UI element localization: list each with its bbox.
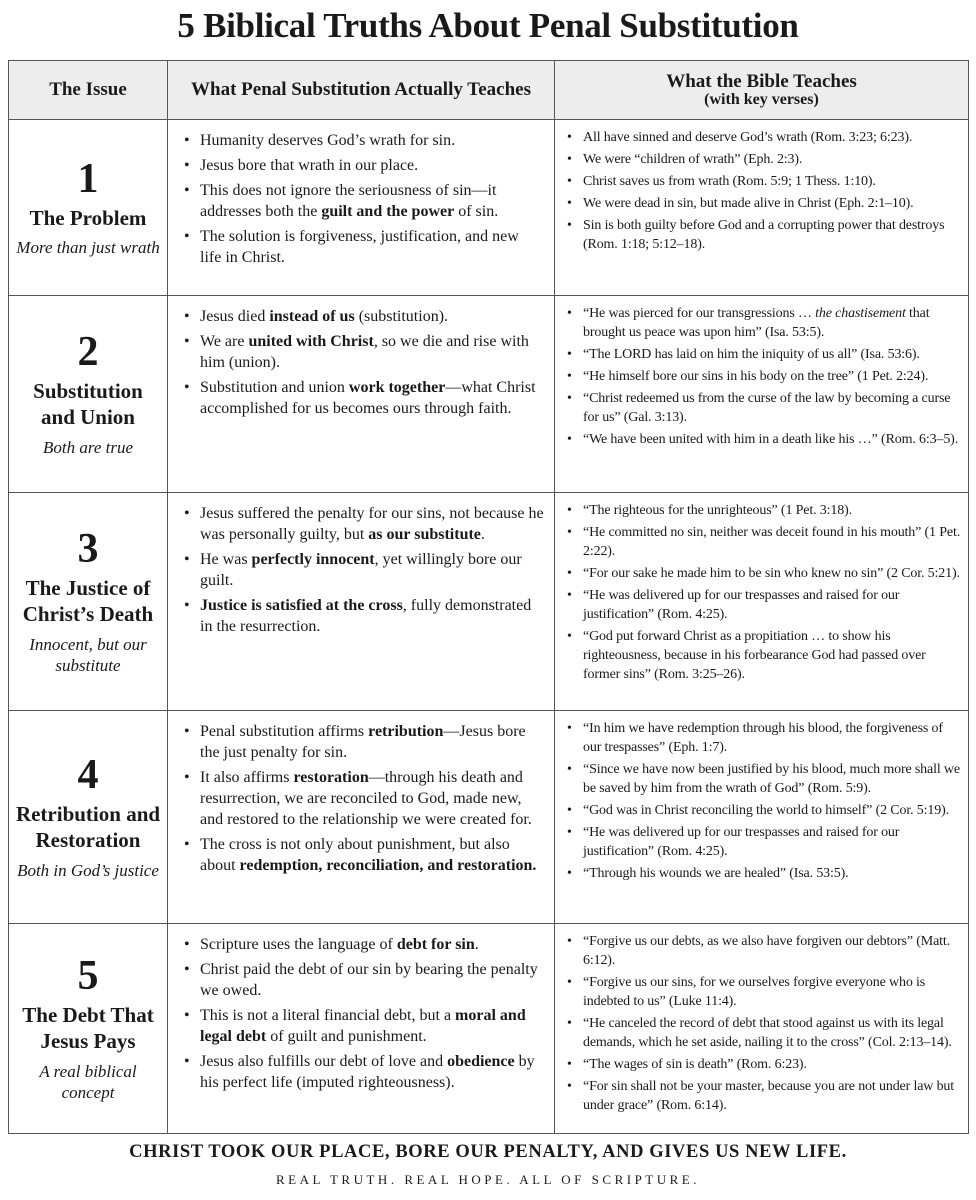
verse-item: • Sin is both guilty before God and a corrupting power that destroys (Rom. 1:18; 5:12–18). — [567, 218, 945, 252]
verse-item: • “Christ redeemed us from the curse of the law by becoming a curse for us” (Gal. 3:13). — [567, 391, 951, 425]
bullet-icon: • — [184, 551, 190, 568]
bullet-icon: • — [184, 333, 190, 350]
bullet-icon: • — [567, 866, 572, 881]
verse-list — [565, 501, 962, 684]
verse-item: • “He was delivered up for our trespasses and raised for our justification” (Rom. 4:25). — [567, 588, 900, 622]
verse-list — [565, 932, 962, 1115]
issue-number: 3 — [77, 525, 99, 572]
verse-item: • “The wages of sin is death” (Rom. 6:23). — [567, 1057, 807, 1072]
verse-list — [565, 128, 962, 254]
bullet-icon: • — [184, 936, 190, 953]
verse-item: • “He was delivered up for our trespasses and raised for our justification” (Rom. 4:25). — [567, 825, 900, 859]
issue-name: Retribution and Restoration — [15, 802, 161, 853]
teaching-item: • Penal substitution affirms retribution—Jesus bore the just penalty for sin. — [184, 723, 526, 761]
bullet-icon: • — [567, 566, 572, 581]
header-bible-subtitle: (with key verses) — [704, 91, 819, 108]
issue-cell — [9, 296, 168, 493]
bullet-icon: • — [567, 525, 572, 540]
bullet-icon: • — [567, 130, 572, 145]
verse-item: • “In him we have redemption through his blood, the forgiveness of our trespasses” (Eph. 1:7). — [567, 721, 943, 755]
teaching-item: • He was perfectly innocent, yet willingly bore our guilt. — [184, 551, 522, 589]
verse-item: • All have sinned and deserve God’s wrath (Rom. 3:23; 6:23). — [567, 130, 913, 145]
teaching-item: • This does not ignore the seriousness of sin—it addresses both the guilt and the power of sin. — [184, 182, 499, 220]
verse-item: • “He committed no sin, neither was deceit found in his mouth” (1 Pet. 2:22). — [567, 525, 961, 559]
verse-item: • “He himself bore our sins in his body on the tree” (1 Pet. 2:24). — [567, 369, 929, 384]
penal-substitution-cell — [168, 711, 555, 924]
bullet-icon: • — [184, 597, 190, 614]
penal-substitution-cell — [168, 120, 555, 296]
teaching-list — [182, 306, 544, 419]
header-bible — [555, 61, 969, 120]
verse-item: • “God put forward Christ as a propitiation … to show his righteousness, because in his forbearance God had passed over former sins” (Rom. 3:25–26). — [567, 629, 926, 682]
teaching-item: • Christ paid the debt of our sin by bearing the penalty we owed. — [184, 961, 538, 999]
verse-item: • “For sin shall not be your master, because you are not under law but under grace” (Rom. 6:14). — [567, 1079, 955, 1113]
penal-substitution-cell — [168, 296, 555, 493]
issue-tagline: Both in God’s justice — [17, 860, 159, 880]
bullet-icon: • — [567, 975, 572, 990]
teaching-item: • Justice is satisfied at the cross, fully demonstrated in the resurrection. — [184, 597, 532, 635]
header-bible-title: What the Bible Teaches — [666, 71, 857, 92]
issue-name: Substitution and Union — [33, 379, 143, 430]
bible-cell — [555, 924, 969, 1134]
verse-item: • Christ saves us from wrath (Rom. 5:9; 1 Thess. 1:10). — [567, 174, 876, 189]
teaching-item: • Humanity deserves God’s wrath for sin. — [184, 132, 456, 149]
bullet-icon: • — [567, 432, 572, 447]
verse-item: • “Through his wounds we are healed” (Isa. 53:5). — [567, 866, 849, 881]
verse-item: • “The righteous for the unrighteous” (1 Pet. 3:18). — [567, 503, 852, 518]
bible-cell — [555, 711, 969, 924]
issue-tagline: Both are true — [42, 437, 134, 457]
penal-substitution-cell — [168, 924, 555, 1134]
bullet-icon: • — [567, 218, 572, 233]
teaching-item: • This is not a literal financial debt, but a moral and legal debt of guilt and punishment. — [184, 1007, 526, 1045]
bible-cell — [555, 296, 969, 493]
verse-item: • “Forgive us our debts, as we also have forgiven our debtors” (Matt. 6:12). — [567, 934, 950, 968]
verse-item: • “He was pierced for our transgressions … the chastisement that brought us peace was upon him” (Isa. 53:5). — [567, 306, 930, 340]
bullet-icon: • — [567, 588, 572, 603]
bullet-icon: • — [567, 721, 572, 736]
bullet-icon: • — [567, 1016, 572, 1031]
footer-subtagline: REAL TRUTH. REAL HOPE. ALL OF SCRIPTURE. — [276, 1172, 700, 1187]
bullet-icon: • — [184, 1053, 190, 1070]
bullet-icon: • — [184, 505, 190, 522]
bullet-icon: • — [567, 934, 572, 949]
bullet-icon: • — [567, 391, 572, 406]
teaching-item: • Scripture uses the language of debt for sin. — [184, 936, 479, 953]
penal-substitution-cell — [168, 493, 555, 711]
bullet-icon: • — [184, 308, 190, 325]
page-title: 5 Biblical Truths About Penal Substitution — [177, 6, 799, 45]
teaching-item: • Jesus suffered the penalty for our sins, not because he was personally guilty, but as our substitute. — [184, 505, 544, 543]
bullet-icon: • — [567, 825, 572, 840]
header-issue: The Issue — [9, 61, 168, 120]
bible-cell — [555, 120, 969, 296]
issue-number: 2 — [77, 329, 99, 376]
bullet-icon: • — [567, 306, 572, 321]
issue-name: The Justice of Christ’s Death — [22, 576, 154, 627]
verse-item: • “For our sake he made him to be sin who knew no sin” (2 Cor. 5:21). — [567, 566, 960, 581]
bullet-icon: • — [184, 228, 190, 245]
teaching-item: • We are united with Christ, so we die and rise with him (union). — [184, 333, 529, 371]
bullet-icon: • — [567, 1079, 572, 1094]
bullet-icon: • — [567, 629, 572, 644]
issue-tagline: Innocent, but our substitute — [29, 634, 147, 675]
verse-list — [565, 304, 962, 449]
issue-tagline: A real biblical concept — [39, 1061, 137, 1102]
bullet-icon: • — [567, 1057, 572, 1072]
header-row — [9, 61, 969, 120]
verse-list — [565, 719, 962, 883]
footer-tagline: CHRIST TOOK OUR PLACE, BORE OUR PENALTY, AND GIVES US NEW LIFE. — [129, 1142, 847, 1162]
teaching-item: • Jesus died instead of us (substitution). — [184, 308, 449, 325]
issue-number: 4 — [77, 752, 99, 799]
header-penal-substitution: What Penal Substitution Actually Teaches — [168, 61, 555, 120]
teaching-item: • The solution is forgiveness, justification, and new life in Christ. — [184, 228, 519, 266]
verse-item: • We were dead in sin, but made alive in Christ (Eph. 2:1–10). — [567, 196, 914, 211]
teaching-list — [182, 721, 544, 876]
bullet-icon: • — [184, 961, 190, 978]
table-row — [9, 711, 969, 924]
teaching-list — [182, 130, 544, 268]
issue-number: 1 — [77, 155, 99, 202]
bullet-icon: • — [184, 157, 190, 174]
issue-number: 5 — [77, 952, 99, 999]
verse-item: • “God was in Christ reconciling the world to himself” (2 Cor. 5:19). — [567, 803, 949, 818]
verse-item: • “Since we have now been justified by his blood, much more shall we be saved by him from the wrath of God” (Rom. 5:9). — [567, 762, 960, 796]
table-row — [9, 924, 969, 1134]
teaching-list — [182, 934, 544, 1093]
teaching-item: • Jesus bore that wrath in our place. — [184, 157, 419, 174]
table-row — [9, 493, 969, 711]
teaching-item: • It also affirms restoration—through his death and resurrection, we are reconciled to God, made new, and restored to the relationship we were created for. — [184, 769, 532, 828]
bullet-icon: • — [567, 196, 572, 211]
bullet-icon: • — [567, 762, 572, 777]
bullet-icon: • — [184, 723, 190, 740]
verse-item: • “He canceled the record of debt that stood against us with its legal demands, which he set aside, nailing it to the cross” (Col. 2:13–14). — [567, 1016, 952, 1050]
bible-cell — [555, 493, 969, 711]
table-row — [9, 120, 969, 296]
issue-cell — [9, 120, 168, 296]
verse-item: • We were “children of wrath” (Eph. 2:3). — [567, 152, 803, 167]
bullet-icon: • — [567, 503, 572, 518]
issue-cell — [9, 924, 168, 1134]
verse-item: • “The LORD has laid on him the iniquity of us all” (Isa. 53:6). — [567, 347, 920, 362]
bullet-icon: • — [567, 369, 572, 384]
bullet-icon: • — [184, 1007, 190, 1024]
bullet-icon: • — [184, 379, 190, 396]
bullet-icon: • — [184, 182, 190, 199]
issue-cell — [9, 493, 168, 711]
teaching-item: • Substitution and union work together—what Christ accomplished for us becomes ours through faith. — [184, 379, 536, 417]
bullet-icon: • — [184, 132, 190, 149]
teaching-list — [182, 503, 544, 637]
bullet-icon: • — [184, 769, 190, 786]
issue-cell — [9, 711, 168, 924]
teaching-item: • Jesus also fulfills our debt of love and obedience by his perfect life (imputed righteousness). — [184, 1053, 535, 1091]
issue-name: The Debt That Jesus Pays — [22, 1003, 154, 1054]
issue-name: The Problem — [29, 205, 147, 230]
issue-tagline: More than just wrath — [16, 238, 160, 258]
verse-item: • “We have been united with him in a death like his …” (Rom. 6:3–5). — [567, 432, 959, 447]
bullet-icon: • — [567, 347, 572, 362]
bullet-icon: • — [567, 174, 572, 189]
bullet-icon: • — [184, 836, 190, 853]
verse-item: • “Forgive us our sins, for we ourselves forgive everyone who is indebted to us” (Luke 11:4). — [567, 975, 926, 1009]
table-row — [9, 296, 969, 493]
teaching-item: • The cross is not only about punishment, but also about redemption, reconciliation, and restoration. — [184, 836, 537, 874]
truths-table — [8, 60, 969, 1134]
bullet-icon: • — [567, 803, 572, 818]
bullet-icon: • — [567, 152, 572, 167]
